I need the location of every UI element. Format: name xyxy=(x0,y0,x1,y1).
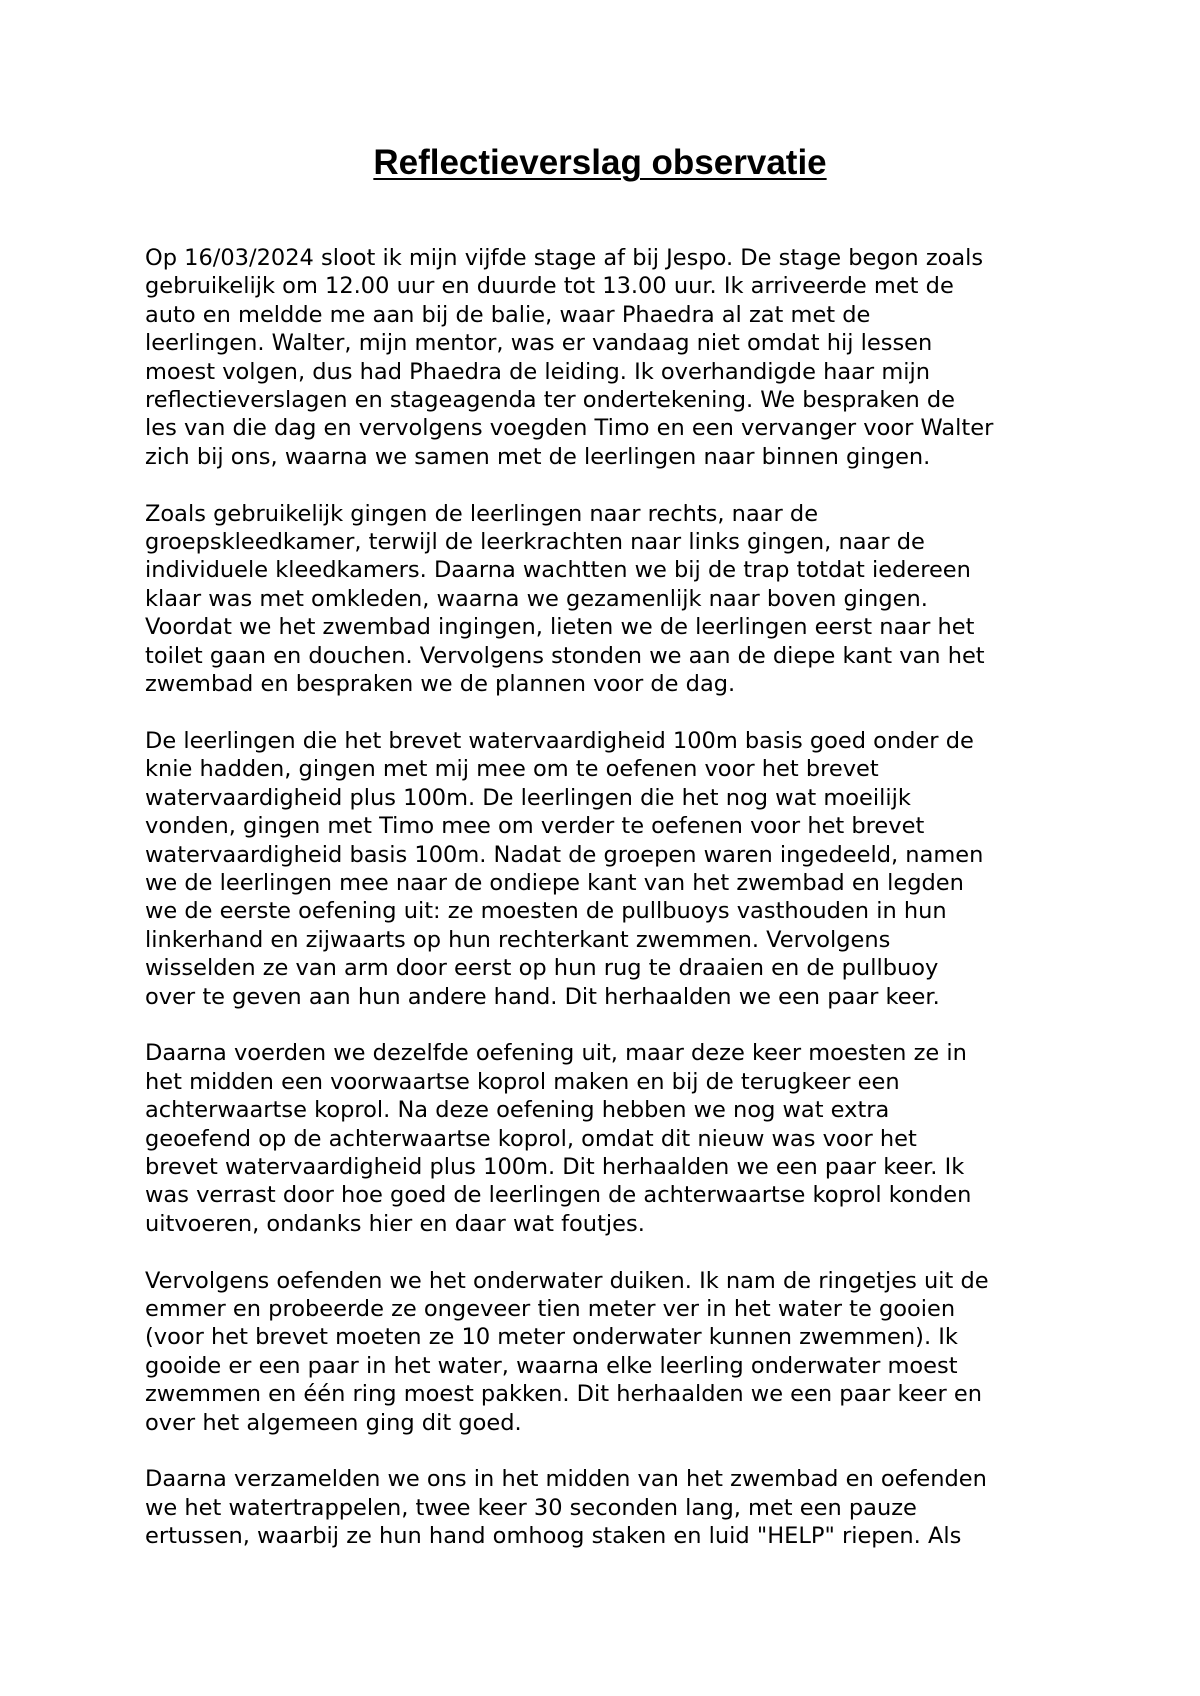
text-line: (voor het brevet moeten ze 10 meter onderwater kunnen zwemmen). Ik xyxy=(145,1324,958,1351)
text-line: Voordat we het zwembad ingingen, lieten we de leerlingen eerst naar het xyxy=(145,614,975,641)
text-line: gebruikelijk om 12.00 uur en duurde tot 13.00 uur. Ik arriveerde met de xyxy=(145,273,954,300)
text-line: uitvoeren, ondanks hier en daar wat foutjes. xyxy=(145,1210,645,1237)
text-line: we het watertrappelen, twee keer 30 seconden lang, met een pauze xyxy=(145,1494,917,1521)
text-line: Daarna verzamelden we ons in het midden van het zwembad en oefenden xyxy=(145,1466,987,1493)
text-line: gooide er een paar in het water, waarna elke leerling onderwater moest xyxy=(145,1352,958,1379)
text-line: leerlingen. Walter, mijn mentor, was er vandaag niet omdat hij lessen xyxy=(145,330,933,357)
paragraph-4 xyxy=(145,1039,1075,1238)
text-line: De leerlingen die het brevet watervaardigheid 100m basis goed onder de xyxy=(145,727,974,754)
paragraph-5 xyxy=(145,1267,1075,1437)
document-body xyxy=(145,244,1075,1579)
text-line: Daarna voerden we dezelfde oefening uit, maar deze keer moesten ze in xyxy=(145,1040,967,1067)
text-line: moest volgen, dus had Phaedra de leiding. Ik overhandigde haar mijn xyxy=(145,358,930,385)
text-line: zwemmen en één ring moest pakken. Dit herhaalden we een paar keer en xyxy=(145,1381,982,1408)
text-line: brevet watervaardigheid plus 100m. Dit herhaalden we een paar keer. Ik xyxy=(145,1153,965,1180)
text-line: knie hadden, gingen met mij mee om te oefenen voor het brevet xyxy=(145,756,879,783)
text-line: toilet gaan en douchen. Vervolgens stonden we aan de diepe kant van het xyxy=(145,642,985,669)
text-line: zich bij ons, waarna we samen met de leerlingen naar binnen gingen. xyxy=(145,443,931,470)
text-line: watervaardigheid basis 100m. Nadat de groepen waren ingedeeld, namen xyxy=(145,841,984,868)
text-line: groepskleedkamer, terwijl de leerkrachten naar links gingen, naar de xyxy=(145,529,925,556)
text-line: achterwaartse koprol. Na deze oefening hebben we nog wat extra xyxy=(145,1097,890,1124)
text-line: we de leerlingen mee naar de ondiepe kant van het zwembad en legden xyxy=(145,869,964,896)
text-line: vonden, gingen met Timo mee om verder te oefenen voor het brevet xyxy=(145,813,925,840)
text-line: Vervolgens oefenden we het onderwater duiken. Ik nam de ringetjes uit de xyxy=(145,1267,989,1294)
text-line: ertussen, waarbij ze hun hand omhoog staken en luid "HELP" riepen. Als xyxy=(145,1523,962,1550)
text-line: les van die dag en vervolgens voegden Timo en een vervanger voor Walter xyxy=(145,415,994,442)
text-line: over het algemeen ging dit goed. xyxy=(145,1409,522,1436)
text-line: auto en meldde me aan bij de balie, waar Phaedra al zat met de xyxy=(145,301,871,328)
text-line: het midden een voorwaartse koprol maken en bij de terugkeer een xyxy=(145,1068,900,1095)
text-line: we de eerste oefening uit: ze moesten de pullbuoys vasthouden in hun xyxy=(145,898,947,925)
text-line: klaar was met omkleden, waarna we gezamenlijk naar boven gingen. xyxy=(145,585,928,612)
text-line: wisselden ze van arm door eerst op hun rug te draaien en de pullbuoy xyxy=(145,955,939,982)
text-line: was verrast door hoe goed de leerlingen de achterwaartse koprol konden xyxy=(145,1182,972,1209)
text-line: Zoals gebruikelijk gingen de leerlingen naar rechts, naar de xyxy=(145,500,819,527)
text-line: geoefend op de achterwaartse koprol, omdat dit nieuw was voor het xyxy=(145,1125,917,1152)
text-line: emmer en probeerde ze ongeveer tien meter ver in het water te gooien xyxy=(145,1295,956,1322)
text-line: reflectieverslagen en stageagenda ter ondertekening. We bespraken de xyxy=(145,387,955,414)
text-line: linkerhand en zijwaarts op hun rechterkant zwemmen. Vervolgens xyxy=(145,926,891,953)
text-line: watervaardigheid plus 100m. De leerlingen die het nog wat moeilijk xyxy=(145,784,911,811)
paragraph-1 xyxy=(145,244,1075,471)
paragraph-2 xyxy=(145,500,1075,699)
text-line: individuele kleedkamers. Daarna wachtten we bij de trap totdat iedereen xyxy=(145,557,971,584)
paragraph-6 xyxy=(145,1465,1075,1550)
text-line: over te geven aan hun andere hand. Dit herhaalden we een paar keer. xyxy=(145,983,940,1010)
paragraph-3 xyxy=(145,727,1075,1011)
text-line: Op 16/03/2024 sloot ik mijn vijfde stage af bij Jespo. De stage begon zoals xyxy=(145,245,984,271)
document-title: Reflectieverslag observatie xyxy=(373,143,827,182)
text-line: zwembad en bespraken we de plannen voor de dag. xyxy=(145,671,736,698)
